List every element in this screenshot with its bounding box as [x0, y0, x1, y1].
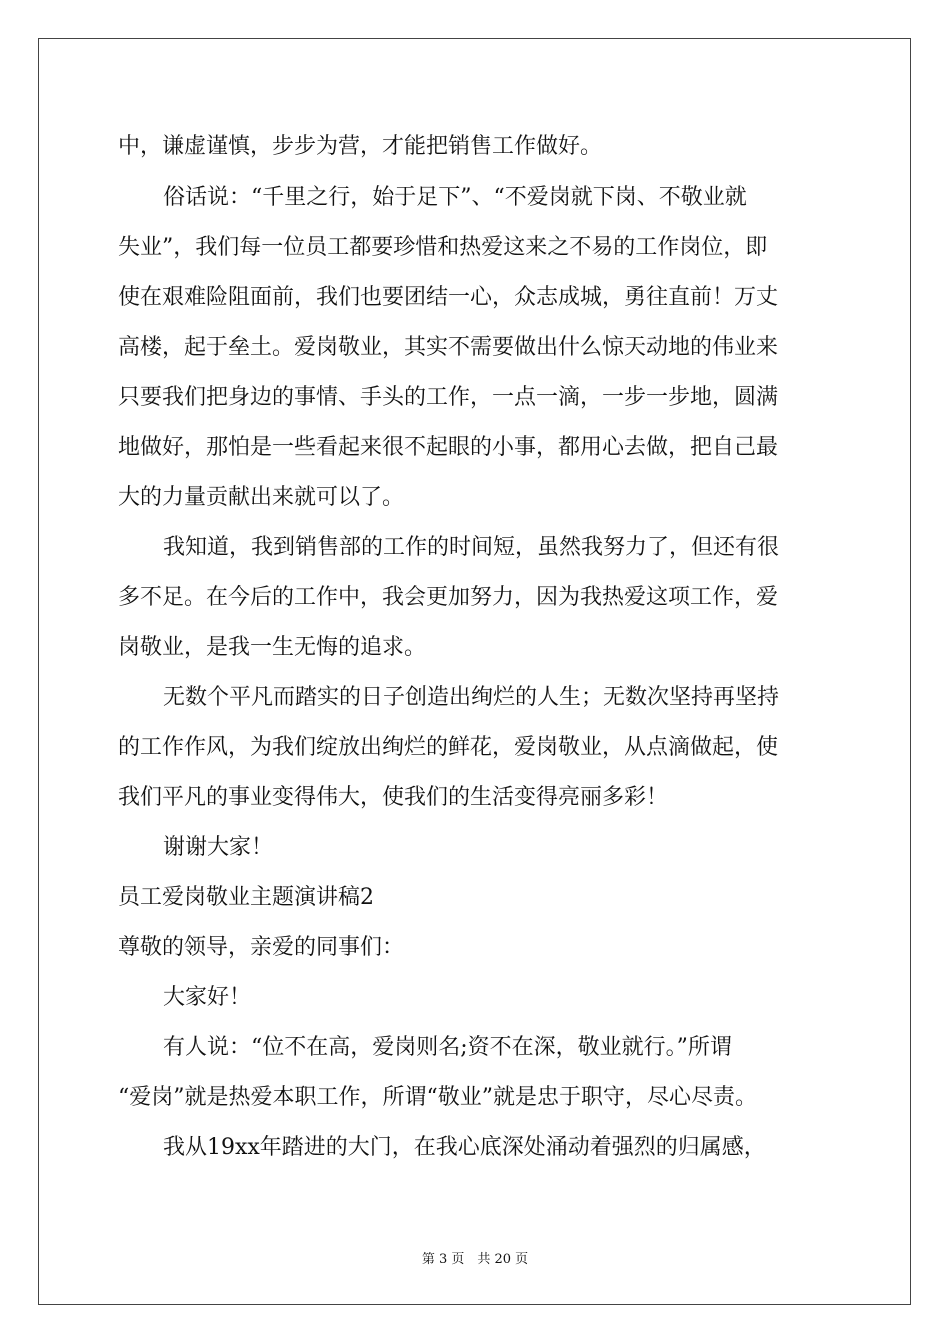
text-line: 地做好，那怕是一些看起来很不起眼的小事，都用心去做，把自己最	[118, 435, 779, 460]
text-line: 岗敬业，是我一生无悔的追求。	[118, 635, 427, 660]
text-line: 中，谦虚谨慎，步步为营，才能把销售工作做好。	[118, 134, 603, 159]
text-line: 多不足。在今后的工作中，我会更加努力，因为我热爱这项工作，爱	[118, 585, 779, 610]
section-title: 员工爱岗敬业主题演讲稿2	[118, 885, 374, 910]
text-line: 俗话说：“千里之行，始于足下”、“不爱岗就下岗、不敬业就	[163, 185, 747, 210]
text-line: 大的力量贡献出来就可以了。	[118, 485, 405, 510]
text-line: 有人说：“位不在高，爱岗则名;资不在深，敬业就行。”所谓	[163, 1035, 732, 1060]
page-number: 第 3 页 共 20 页	[421, 1252, 529, 1267]
text-line: 我从19xx年踏进的大门，在我心底深处涌动着强烈的归属感，	[163, 1135, 766, 1160]
text-line: 无数个平凡而踏实的日子创造出绚烂的人生；无数次坚持再坚持	[163, 685, 780, 710]
page-border	[38, 38, 911, 1305]
text-line: 谢谢大家！	[163, 835, 274, 860]
salutation: 尊敬的领导，亲爱的同事们：	[118, 935, 405, 960]
text-line: 我知道，我到销售部的工作的时间短，虽然我努力了，但还有很	[163, 535, 780, 560]
text-line: “爱岗”就是热爱本职工作，所谓“敬业”就是忠于职守，尽心尽责。	[118, 1085, 757, 1110]
text-line: 失业”，我们每一位员工都要珍惜和热爱这来之不易的工作岗位，即	[118, 235, 768, 260]
text-line: 我们平凡的事业变得伟大，使我们的生活变得亮丽多彩！	[118, 785, 669, 810]
text-line: 高楼，起于垒土。爱岗敬业，其实不需要做出什么惊天动地的伟业来	[118, 335, 779, 360]
greeting: 大家好！	[163, 985, 252, 1010]
text-line: 只要我们把身边的事情、手头的工作，一点一滴，一步一步地，圆满	[118, 385, 779, 410]
text-line: 的工作作风，为我们绽放出绚烂的鲜花，爱岗敬业，从点滴做起，使	[118, 735, 779, 760]
text-line: 使在艰难险阻面前，我们也要团结一心，众志成城，勇往直前！万丈	[118, 285, 779, 310]
